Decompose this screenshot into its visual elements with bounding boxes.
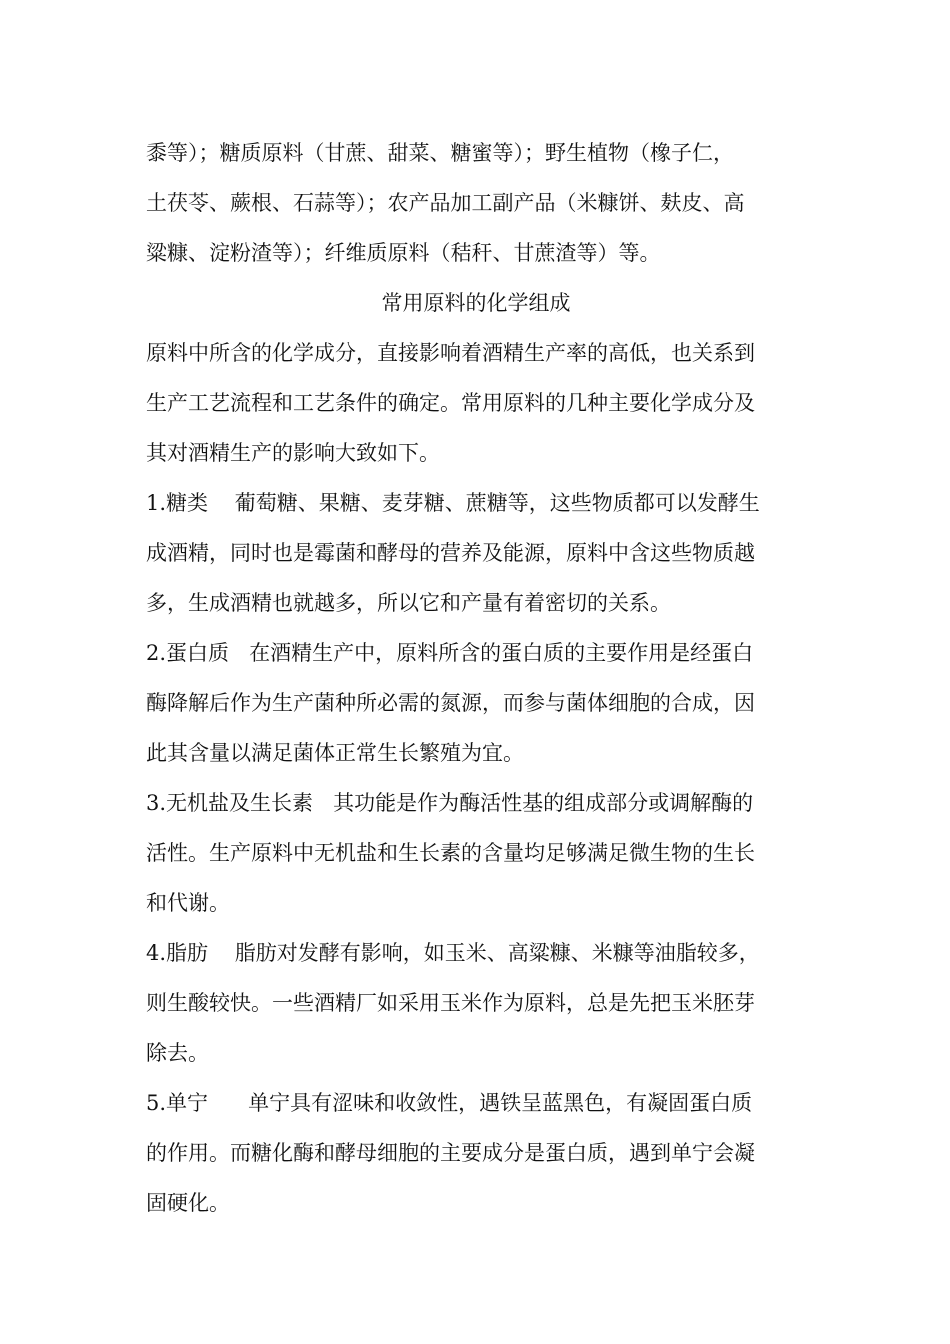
text-line [146,1078,806,1128]
item-first-line: 单宁具有涩味和收敛性，遇铁呈蓝黑色，有凝固蛋白质 [248,1091,753,1115]
item-sugars [146,478,806,628]
item-label: 3.无机盐及生长素 [146,791,314,815]
item-first-line: 葡萄糖、果糖、麦芽糖、蔗糖等，这些物质都可以发酵生 [234,491,760,515]
text-line [146,628,806,678]
item-first-line: 在酒精生产中，原料所含的蛋白质的主要作用是经蛋白 [249,641,754,665]
text-line [146,478,806,528]
text-line [146,928,806,978]
text-line: 则生酸较快。一些酒精厂如采用玉米作为原料，总是先把玉米胚芽 [146,991,755,1015]
item-tannin [146,1078,806,1228]
text-line: 土茯苓、蕨根、石蒜等）；农产品加工副产品（米糠饼、麸皮、高 [146,191,745,215]
text-line [146,778,806,828]
text-line: 活性。生产原料中无机盐和生长素的含量均足够满足微生物的生长 [146,841,755,865]
item-protein [146,628,806,778]
text-line: 此其含量以满足菌体正常生长繁殖为宜。 [146,741,524,765]
item-label: 4.脂肪 [146,941,209,965]
continuation-paragraph [146,128,806,278]
text-line: 黍等）；糖质原料（甘蔗、甜菜、糖蜜等）；野生植物（橡子仁， [146,141,734,165]
item-label: 1.糖类 [146,491,209,515]
text-line: 酶降解后作为生产菌种所必需的氮源，而参与菌体细胞的合成，因 [146,691,755,715]
item-first-line: 其功能是作为酶活性基的组成部分或调解酶的 [333,791,754,815]
item-gap [208,491,235,515]
item-label: 5.单宁 [146,1091,209,1115]
text-line: 其对酒精生产的影响大致如下。 [146,441,440,465]
intro-paragraph [146,328,806,478]
text-line: 除去。 [146,1041,209,1065]
text-line: 多，生成酒精也就越多，所以它和产量有着密切的关系。 [146,591,671,615]
text-line: 原料中所含的化学成分，直接影响着酒精生产率的高低，也关系到 [146,341,755,365]
item-gap [229,641,249,665]
item-gap [208,941,235,965]
text-line: 固硬化。 [146,1191,230,1215]
item-first-line: 脂肪对发酵有影响，如玉米、高粱糠、米糠等油脂较多， [234,941,760,965]
section-title: 常用原料的化学组成 [381,291,571,315]
document-body [146,128,806,1228]
item-gap [313,791,333,815]
text-line: 成酒精，同时也是霉菌和酵母的营养及能源，原料中含这些物质越 [146,541,755,565]
item-label: 2.蛋白质 [146,641,230,665]
text-line: 粱糠、淀粉渣等）；纤维质原料（秸秆、甘蔗渣等）等。 [146,241,661,265]
item-gap [208,1091,248,1115]
item-minerals [146,778,806,928]
item-fat [146,928,806,1078]
text-line: 的作用。而糖化酶和酵母细胞的主要成分是蛋白质，遇到单宁会凝 [146,1141,755,1165]
text-line: 生产工艺流程和工艺条件的确定。常用原料的几种主要化学成分及 [146,391,755,415]
text-line: 和代谢。 [146,891,230,915]
